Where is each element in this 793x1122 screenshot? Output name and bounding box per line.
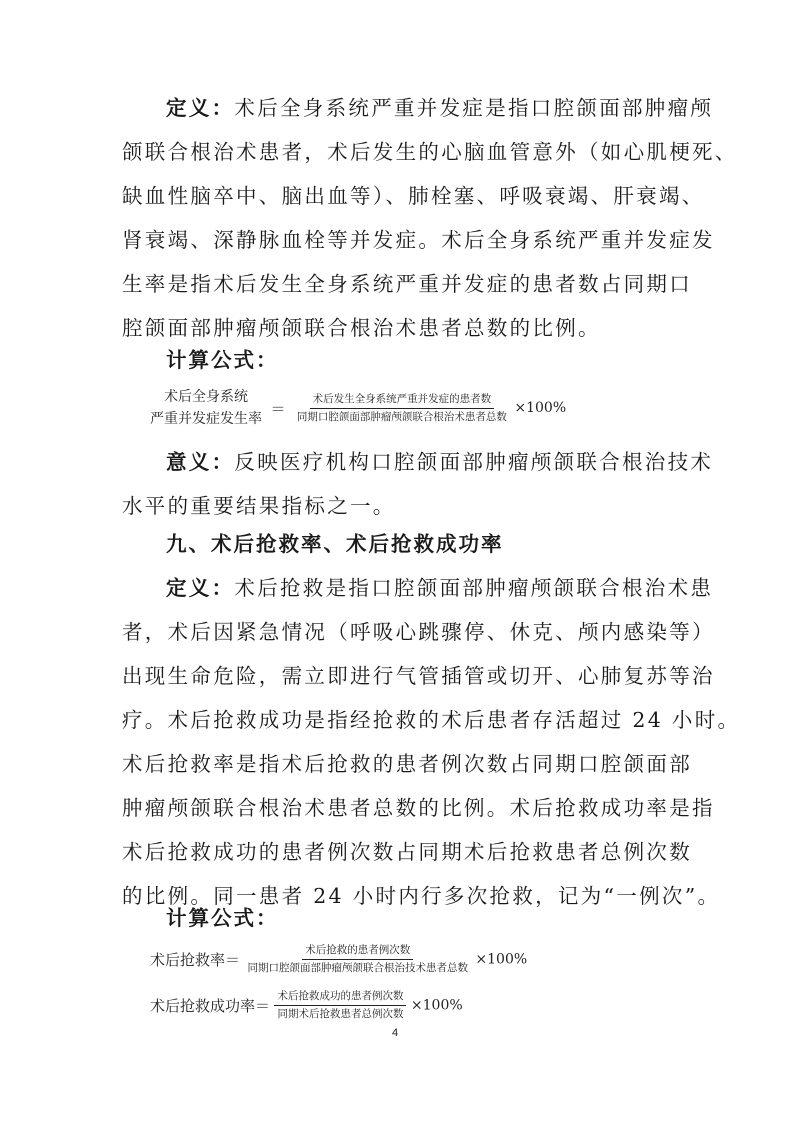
formula-numerator: 术后抢救成功的患者例次数 [274, 990, 406, 1006]
formula-fraction [274, 990, 406, 1021]
definition-line: 缺血性脑卒中、脑出血等）、肺栓塞、呼吸衰竭、肝衰竭、 [122, 184, 705, 208]
definition-line: 颌联合根治术患者，术后发生的心脑血管意外（如心肌梗死、 [122, 140, 738, 164]
definition-line: 肾衰竭、深静脉血栓等并发症。术后全身系统严重并发症发 [122, 228, 715, 252]
formula-lhs: 术后抢救成功率＝ [150, 997, 271, 1015]
definition-line: 腔颌面部肿瘤颅颌联合根治术患者总数的比例。 [122, 316, 601, 340]
formula-multiplier: ×100% [410, 997, 463, 1014]
formula-denominator: 同期口腔颌面部肿瘤颅颌联合根治技术患者总数 [247, 962, 468, 974]
definition-line: 肿瘤颅颌联合根治术患者总数的比例。术后抢救成功率是指 [122, 796, 715, 820]
definition-line: 生率是指术后发生全身系统严重并发症的患者数占同期口 [122, 272, 692, 296]
formula-label: 计算公式： [166, 348, 279, 372]
formula-fraction [294, 393, 510, 424]
page-number: 4 [392, 1027, 399, 1039]
formula-lhs: 术后全身系统 严重并发症发生率 [150, 389, 262, 427]
significance-paragraph [122, 440, 714, 528]
formula-denominator: 同期口腔颌面部肿瘤颅颌联合根治术患者总数 [296, 410, 507, 423]
definition-label: 定义： [166, 96, 235, 120]
formula-fraction [244, 944, 471, 975]
definition-line: 定义：术后全身系统严重并发症是指口腔颌面部肿瘤颅 [166, 96, 714, 120]
significance-label: 意义： [166, 450, 235, 474]
rescue-definition [122, 566, 741, 918]
formula-multiplier: ×100% [514, 400, 567, 416]
formula-label: 计算公式： [166, 906, 279, 930]
formula-denominator: 同期术后抢救患者总例次数 [277, 1008, 404, 1020]
definition-line: 术后抢救成功的患者例次数占同期术后抢救患者总例次数 [122, 840, 692, 864]
equals-sign: ＝ [270, 399, 286, 418]
definition-line: 出现生命危险，需立即进行气管插管或切开、心肺复苏等治 [122, 664, 715, 688]
formula-multiplier: ×100% [475, 951, 528, 968]
rescue-rate-formula [150, 944, 527, 975]
significance-line: 水平的重要结果指标之一。 [122, 494, 396, 518]
formula-numerator: 术后发生全身系统严重并发症的患者数 [310, 393, 495, 409]
definition-line: 疗。术后抢救成功是指经抢救的术后患者存活超过 24 小时。 [122, 708, 741, 732]
formula-lhs: 术后抢救率＝ [150, 951, 241, 969]
complication-definition [122, 86, 738, 350]
definition-line: 定义：术后抢救是指口腔颌面部肿瘤颅颌联合根治术患 [166, 576, 714, 600]
complication-rate-formula [150, 386, 566, 430]
formula-numerator: 术后抢救的患者例次数 [302, 944, 413, 960]
section-heading: 九、术后抢救率、术后抢救成功率 [166, 532, 504, 556]
definition-line: 者，术后因紧急情况（呼吸心跳骤停、休克、颅内感染等） [122, 620, 715, 644]
significance-line: 意义：反映医疗机构口腔颌面部肿瘤颅颌联合根治技术 [166, 450, 714, 474]
rescue-success-rate-formula [150, 990, 463, 1021]
definition-line: 的比例。同一患者 24 小时内行多次抢救，记为“一例次”。 [122, 884, 721, 908]
definition-label: 定义： [166, 576, 235, 600]
definition-line: 术后抢救率是指术后抢救的患者例次数占同期口腔颌面部 [122, 752, 692, 776]
